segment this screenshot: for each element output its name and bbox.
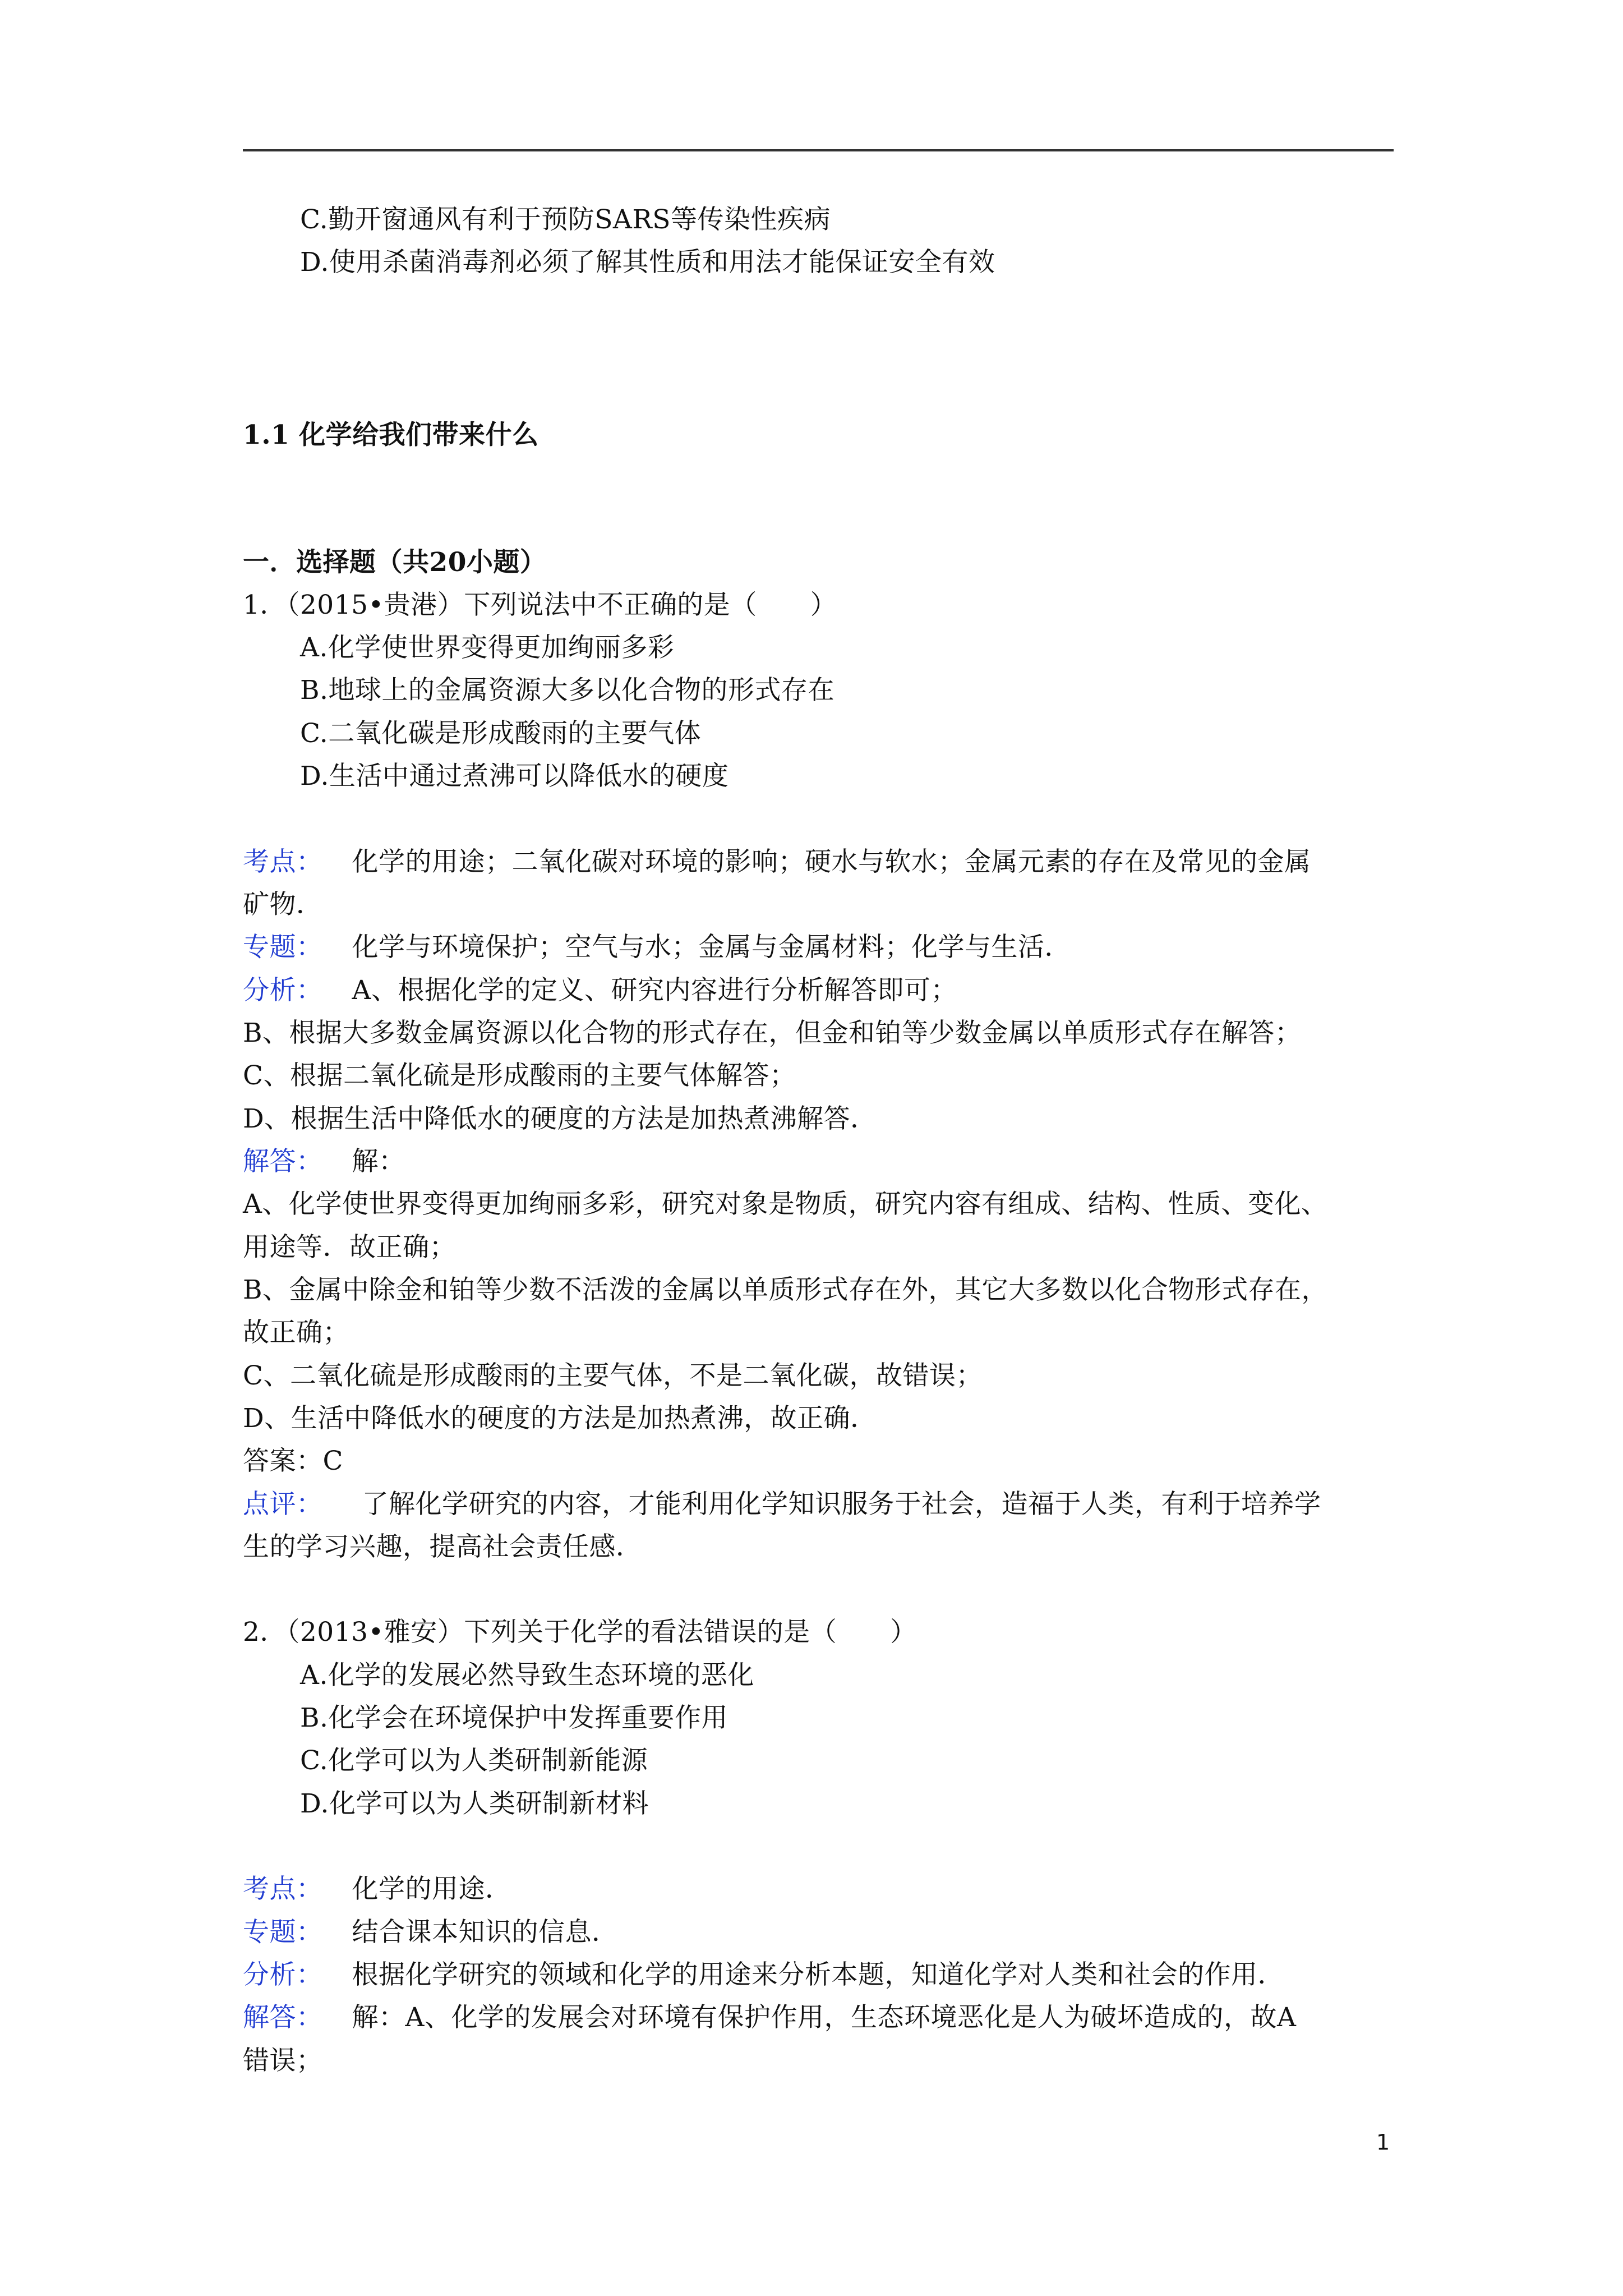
q1-option-d: D.生活中通过煮沸可以降低水的硬度 — [300, 761, 729, 792]
q2-option-b: B.化学会在环境保护中发挥重要作用 — [300, 1703, 728, 1733]
q1-fenxi-line3: C、根据二氧化硫是形成酸雨的主要气体解答； — [243, 1060, 796, 1091]
q1-jieda-line0 — [243, 1145, 405, 1179]
q1-zhuanti-label: 专题： — [243, 932, 323, 963]
q1-stem: 1．（2015•贵港）下列说法中不正确的是（ ） — [243, 590, 837, 620]
q2-stem: 2．（2013•雅安）下列关于化学的看法错误的是（ ） — [243, 1617, 917, 1648]
q1-kaodian-label: 考点： — [243, 846, 323, 877]
q1-jieda-text: 解： — [352, 1146, 405, 1177]
q2-fenxi-text: 根据化学研究的领域和化学的用途来分析本题，知道化学对人类和社会的作用． — [352, 1959, 1284, 1990]
q1-kaodian-text: 化学的用途；二氧化碳对环境的影响；硬水与软水；金属元素的存在及常见的金属 — [352, 846, 1311, 877]
q2-option-c: C.化学可以为人类研制新能源 — [300, 1745, 648, 1776]
q1-answer: 答案：C — [243, 1446, 343, 1476]
q2-fenxi-label: 分析： — [243, 1959, 323, 1990]
q1-jieda-line2: 用途等．故正确； — [243, 1232, 456, 1263]
q1-kaodian-line1 — [243, 845, 1311, 879]
part-title: 一．选择题（共20小题） — [243, 547, 547, 578]
q1-option-b: B.地球上的金属资源大多以化合物的形式存在 — [300, 675, 834, 706]
q1-zhuanti-text: 化学与环境保护；空气与水；金属与金属材料；化学与生活． — [352, 932, 1071, 963]
q1-option-a: A.化学使世界变得更加绚丽多彩 — [300, 632, 675, 663]
prev-option-d: D.使用杀菌消毒剂必须了解其性质和用法才能保证安全有效 — [300, 247, 995, 278]
q1-option-c: C.二氧化碳是形成酸雨的主要气体 — [300, 718, 702, 749]
q1-dianping-label: 点评： — [243, 1489, 323, 1520]
page-number: 1 — [1376, 2130, 1390, 2155]
q2-kaodian-text: 化学的用途． — [352, 1874, 512, 1904]
q1-fenxi-line1 — [243, 974, 957, 1007]
header-rule — [243, 149, 1394, 151]
q2-jieda-line2: 错误； — [243, 2045, 323, 2076]
q2-zhuanti-line — [243, 1916, 619, 1949]
q2-zhuanti-label: 专题： — [243, 1917, 323, 1948]
prev-option-c: C.勤开窗通风有利于预防SARS等传染性疾病 — [300, 204, 831, 235]
section-title: 1.1 化学给我们带来什么 — [243, 420, 539, 450]
q2-kaodian-line — [243, 1872, 512, 1906]
q1-dianping-line1 — [243, 1488, 1321, 1521]
q2-jieda-label: 解答： — [243, 2002, 323, 2033]
q1-fenxi-line4: D、根据生活中降低水的硬度的方法是加热煮沸解答． — [243, 1103, 877, 1134]
q2-option-a: A.化学的发展必然导致生态环境的恶化 — [300, 1660, 754, 1691]
q1-fenxi-line2: B、根据大多数金属资源以化合物的形式存在，但金和铂等少数金属以单质形式存在解答； — [243, 1018, 1302, 1048]
q1-jieda-line5: C、二氧化硫是形成酸雨的主要气体，不是二氧化碳，故错误； — [243, 1360, 983, 1391]
q2-fenxi-line — [243, 1958, 1284, 1992]
q1-dianping-text: 了解化学研究的内容，才能利用化学知识服务于社会，造福于人类，有利于培养学 — [362, 1489, 1321, 1520]
q2-zhuanti-text: 结合课本知识的信息． — [352, 1917, 619, 1948]
q1-zhuanti-line — [243, 931, 1071, 964]
q2-kaodian-label: 考点： — [243, 1874, 323, 1904]
q1-fenxi-label: 分析： — [243, 975, 323, 1006]
q2-option-d: D.化学可以为人类研制新材料 — [300, 1788, 649, 1819]
q1-jieda-label: 解答： — [243, 1146, 323, 1177]
q1-jieda-line4: 故正确； — [243, 1317, 349, 1348]
q1-fenxi-text: A、根据化学的定义、研究内容进行分析解答即可； — [352, 975, 957, 1006]
q2-jieda-line1 — [243, 2001, 1296, 2035]
q1-jieda-line3: B、金属中除金和铂等少数不活泼的金属以单质形式存在外，其它大多数以化合物形式存在， — [243, 1274, 1329, 1305]
q1-jieda-line1: A、化学使世界变得更加绚丽多彩，研究对象是物质，研究内容有组成、结构、性质、变化、 — [243, 1189, 1328, 1220]
q1-jieda-line6: D、生活中降低水的硬度的方法是加热煮沸，故正确． — [243, 1403, 877, 1434]
q1-dianping-line2: 生的学习兴趣，提高社会责任感． — [243, 1531, 643, 1562]
q2-jieda-text: 解：A、化学的发展会对环境有保护作用，生态环境恶化是人为破坏造成的，故A — [352, 2002, 1297, 2033]
q1-kaodian-line2: 矿物． — [243, 889, 323, 920]
